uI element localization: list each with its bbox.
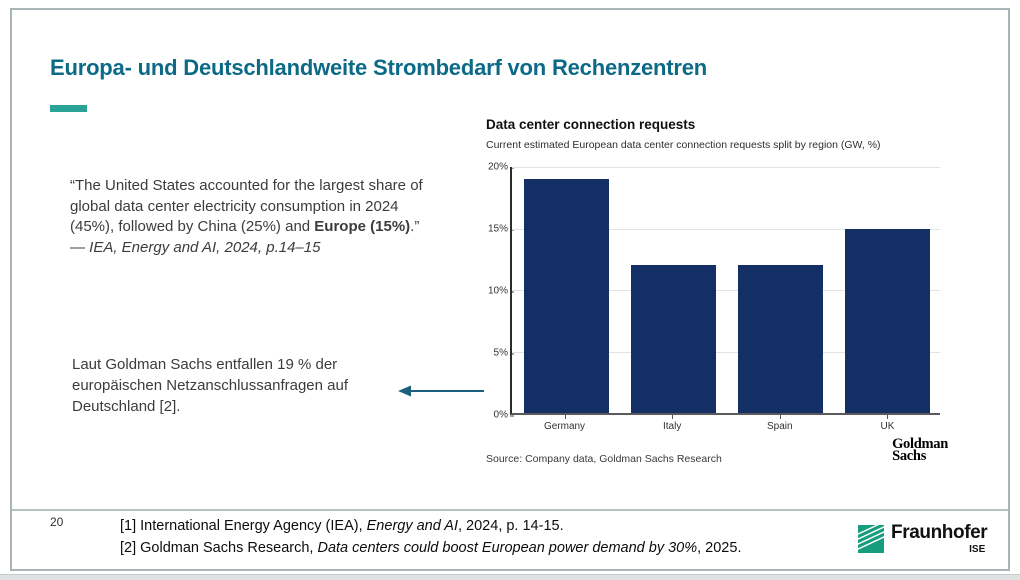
y-tick-label: 20%	[487, 161, 508, 173]
fraunhofer-wordmark	[891, 522, 987, 555]
fraunhofer-institute: ISE	[969, 544, 986, 555]
footnote-1-pre: [1] International Energy Agency (IEA),	[120, 518, 367, 534]
slide	[10, 8, 1010, 571]
quote-post: .”	[410, 218, 420, 235]
page-title: Europa- und Deutschlandweite Strombedarf von Rechenzentren	[50, 54, 708, 80]
footnote-1	[120, 515, 860, 537]
chart-title: Data center connection requests	[486, 117, 696, 132]
y-tick-label: 0%	[493, 409, 508, 421]
page-number: 20	[50, 515, 64, 529]
quote-pre: “The United States accounted for the largest share of global data center electricity consumption in 2024 (45%), followed by China (25%) and	[70, 177, 423, 235]
page-edge-strip	[0, 574, 1020, 580]
gridline	[512, 167, 940, 168]
footnote-2-title: Data centers could boost European power demand by 30%	[317, 540, 698, 556]
x-tick-label: Italy	[630, 415, 715, 432]
bar-uk	[845, 229, 930, 414]
y-tick-label: 10%	[487, 285, 508, 297]
goldman-sachs-logo-line1: Goldman	[892, 436, 948, 452]
plot-area	[486, 161, 940, 421]
footnote-2-post: , 2025.	[697, 540, 742, 556]
x-tick-label: Spain	[737, 415, 822, 432]
bar-italy	[631, 265, 716, 413]
plot	[510, 167, 940, 415]
arrow-left-icon	[398, 384, 484, 398]
y-tick-label: 5%	[493, 347, 508, 359]
quote-attribution: — IEA, Energy and AI, 2024, p.14–15	[70, 238, 321, 256]
goldman-callout-text: Laut Goldman Sachs entfallen 19 % der europäischen Netzanschlussanfragen auf Deutschland [2].	[72, 356, 349, 415]
fraunhofer-name: Fraunhofer	[891, 522, 988, 543]
footnote-2	[120, 537, 860, 559]
title-accent-dash	[50, 105, 87, 112]
fraunhofer-icon	[858, 525, 884, 558]
bar-spain	[738, 265, 823, 413]
goldman-sachs-logo	[892, 436, 948, 464]
iea-quote-block	[70, 176, 430, 258]
footnote-1-title: Energy and AI	[366, 518, 458, 534]
fraunhofer-logo	[858, 522, 987, 558]
bar-germany	[524, 179, 609, 413]
quote-text	[70, 176, 430, 238]
footer-divider	[12, 509, 1008, 511]
footnotes	[120, 515, 860, 559]
goldman-sachs-logo-line2: Sachs	[892, 447, 927, 464]
chart-subtitle: Current estimated European data center connection requests split by region (GW, %)	[486, 139, 881, 151]
bar-chart	[486, 117, 948, 477]
x-axis-labels	[510, 415, 940, 432]
footnote-2-pre: [2] Goldman Sachs Research,	[120, 540, 318, 556]
x-tick-label: Germany	[522, 415, 607, 432]
footnote-1-post: , 2024, p. 14-15.	[458, 518, 564, 534]
quote-bold: Europe (15%)	[314, 218, 411, 235]
y-tick-label: 15%	[487, 223, 508, 235]
y-axis	[486, 161, 510, 421]
chart-source: Source: Company data, Goldman Sachs Research	[486, 453, 722, 465]
x-tick-label: UK	[845, 415, 930, 432]
